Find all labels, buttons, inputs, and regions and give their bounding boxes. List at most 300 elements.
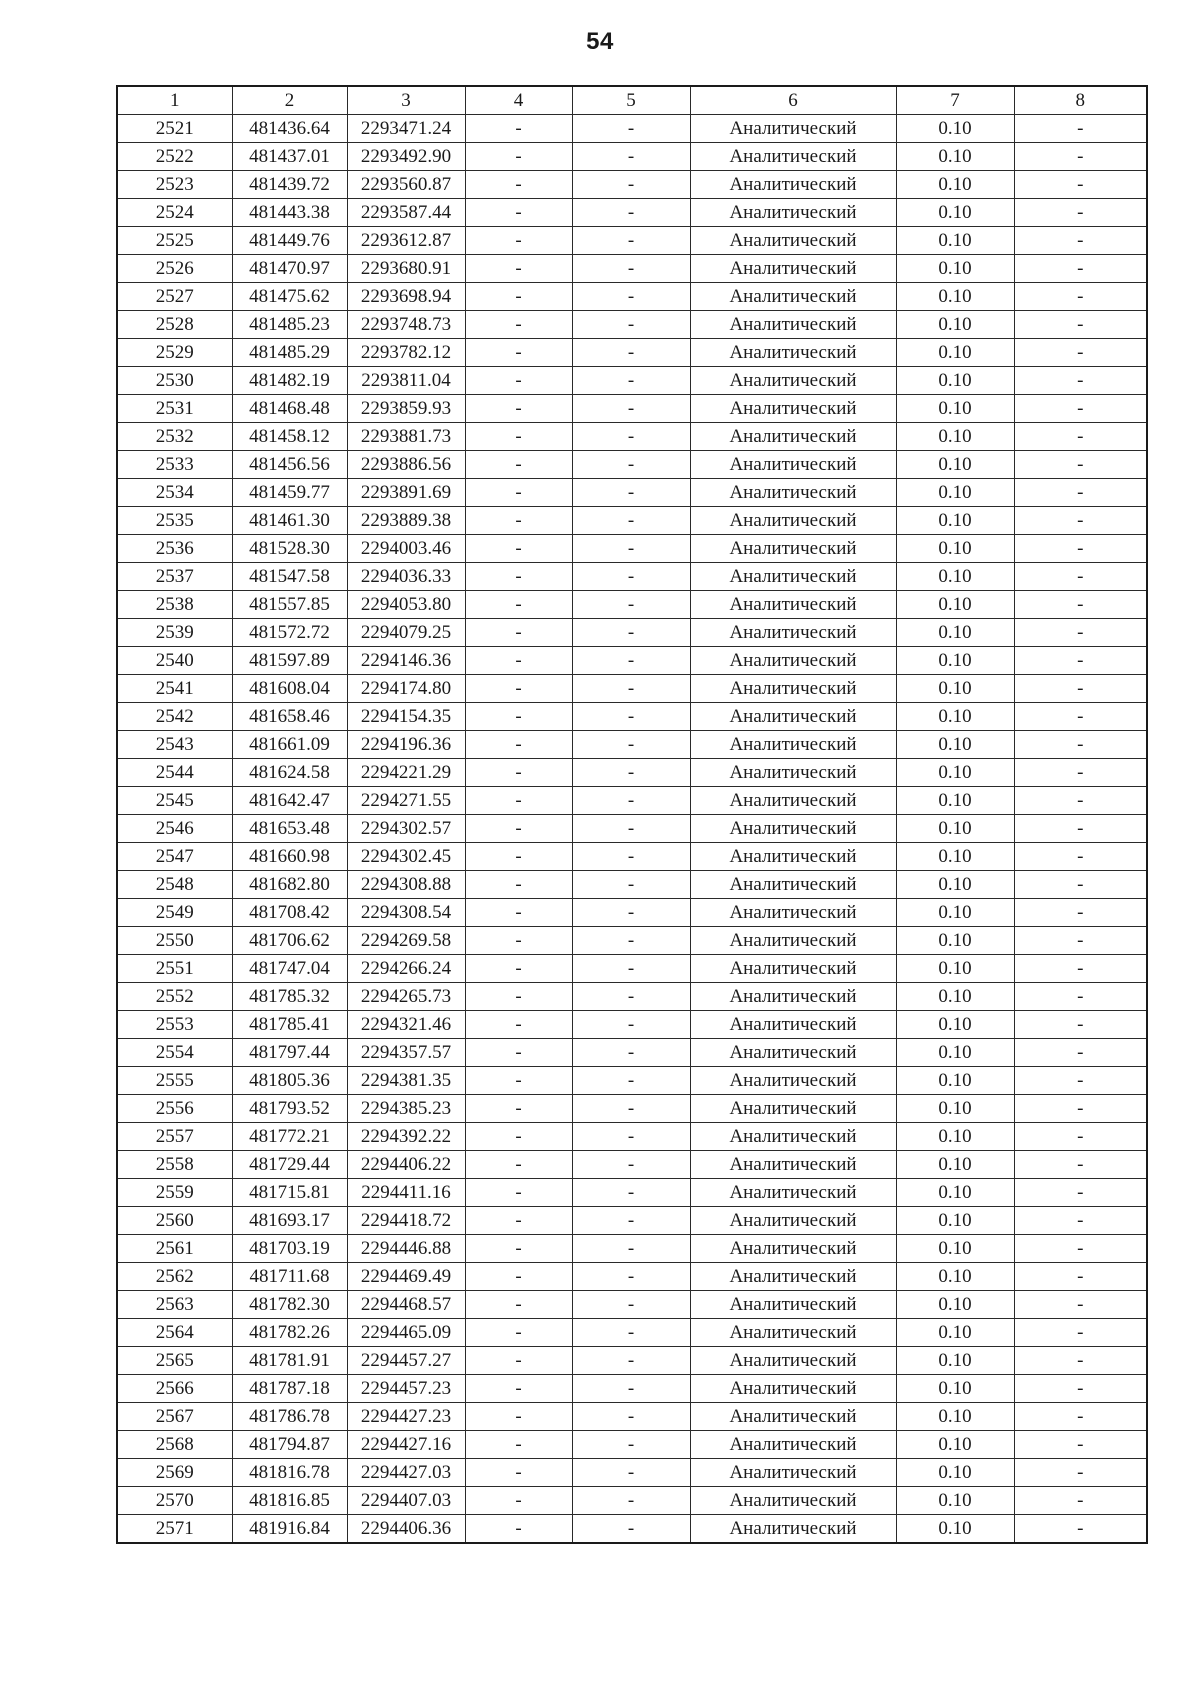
cell-col-4-value: - <box>465 1403 572 1431</box>
cell-col-5-value: - <box>572 927 690 955</box>
cell-col-5-value: - <box>572 899 690 927</box>
cell-col-5-value: - <box>572 983 690 1011</box>
cell-x-coordinate: 481572.72 <box>232 619 347 647</box>
cell-method: Аналитический <box>690 647 896 675</box>
cell-col-8-value: - <box>1014 255 1147 283</box>
cell-y-coordinate: 2294146.36 <box>347 647 465 675</box>
cell-row-number: 2550 <box>117 927 232 955</box>
cell-accuracy: 0.10 <box>896 955 1014 983</box>
cell-col-4-value: - <box>465 955 572 983</box>
cell-col-8-value: - <box>1014 1039 1147 1067</box>
cell-accuracy: 0.10 <box>896 199 1014 227</box>
cell-col-5-value: - <box>572 1011 690 1039</box>
cell-method: Аналитический <box>690 843 896 871</box>
cell-accuracy: 0.10 <box>896 395 1014 423</box>
table-row <box>117 731 1147 759</box>
cell-col-5-value: - <box>572 255 690 283</box>
cell-y-coordinate: 2293492.90 <box>347 143 465 171</box>
table-row <box>117 171 1147 199</box>
cell-x-coordinate: 481459.77 <box>232 479 347 507</box>
cell-y-coordinate: 2293471.24 <box>347 115 465 143</box>
cell-method: Аналитический <box>690 1291 896 1319</box>
table-row <box>117 591 1147 619</box>
cell-col-4-value: - <box>465 591 572 619</box>
cell-col-8-value: - <box>1014 1291 1147 1319</box>
cell-x-coordinate: 481816.85 <box>232 1487 347 1515</box>
table-row <box>117 1067 1147 1095</box>
table-row <box>117 759 1147 787</box>
cell-x-coordinate: 481557.85 <box>232 591 347 619</box>
cell-col-4-value: - <box>465 171 572 199</box>
cell-col-5-value: - <box>572 479 690 507</box>
cell-accuracy: 0.10 <box>896 1263 1014 1291</box>
cell-y-coordinate: 2294357.57 <box>347 1039 465 1067</box>
cell-col-5-value: - <box>572 535 690 563</box>
coordinates-table <box>116 85 1148 1544</box>
cell-row-number: 2567 <box>117 1403 232 1431</box>
cell-col-5-value: - <box>572 675 690 703</box>
cell-y-coordinate: 2293859.93 <box>347 395 465 423</box>
cell-method: Аналитический <box>690 1375 896 1403</box>
cell-method: Аналитический <box>690 227 896 255</box>
cell-x-coordinate: 481658.46 <box>232 703 347 731</box>
table-row <box>117 423 1147 451</box>
cell-col-8-value: - <box>1014 423 1147 451</box>
column-header-5: 5 <box>572 86 690 115</box>
cell-accuracy: 0.10 <box>896 1347 1014 1375</box>
cell-x-coordinate: 481547.58 <box>232 563 347 591</box>
cell-x-coordinate: 481785.41 <box>232 1011 347 1039</box>
cell-y-coordinate: 2294154.35 <box>347 703 465 731</box>
cell-col-4-value: - <box>465 1291 572 1319</box>
cell-col-4-value: - <box>465 1235 572 1263</box>
cell-x-coordinate: 481597.89 <box>232 647 347 675</box>
cell-row-number: 2545 <box>117 787 232 815</box>
cell-col-8-value: - <box>1014 1263 1147 1291</box>
cell-accuracy: 0.10 <box>896 871 1014 899</box>
cell-y-coordinate: 2293612.87 <box>347 227 465 255</box>
cell-col-8-value: - <box>1014 1431 1147 1459</box>
cell-col-5-value: - <box>572 1123 690 1151</box>
cell-col-8-value: - <box>1014 115 1147 143</box>
cell-row-number: 2562 <box>117 1263 232 1291</box>
cell-col-5-value: - <box>572 955 690 983</box>
cell-y-coordinate: 2294469.49 <box>347 1263 465 1291</box>
cell-col-8-value: - <box>1014 283 1147 311</box>
cell-col-4-value: - <box>465 143 572 171</box>
cell-col-5-value: - <box>572 843 690 871</box>
cell-method: Аналитический <box>690 759 896 787</box>
cell-col-8-value: - <box>1014 1011 1147 1039</box>
cell-y-coordinate: 2294457.23 <box>347 1375 465 1403</box>
cell-row-number: 2537 <box>117 563 232 591</box>
cell-col-8-value: - <box>1014 1459 1147 1487</box>
cell-row-number: 2564 <box>117 1319 232 1347</box>
cell-y-coordinate: 2294446.88 <box>347 1235 465 1263</box>
cell-method: Аналитический <box>690 871 896 899</box>
cell-col-8-value: - <box>1014 983 1147 1011</box>
cell-col-4-value: - <box>465 1263 572 1291</box>
cell-col-4-value: - <box>465 1151 572 1179</box>
cell-method: Аналитический <box>690 115 896 143</box>
table-body <box>117 115 1147 1544</box>
cell-col-5-value: - <box>572 199 690 227</box>
cell-method: Аналитический <box>690 1179 896 1207</box>
cell-col-8-value: - <box>1014 563 1147 591</box>
cell-row-number: 2566 <box>117 1375 232 1403</box>
cell-accuracy: 0.10 <box>896 255 1014 283</box>
cell-x-coordinate: 481693.17 <box>232 1207 347 1235</box>
cell-y-coordinate: 2294053.80 <box>347 591 465 619</box>
cell-accuracy: 0.10 <box>896 647 1014 675</box>
cell-method: Аналитический <box>690 1403 896 1431</box>
cell-col-4-value: - <box>465 1067 572 1095</box>
cell-accuracy: 0.10 <box>896 1123 1014 1151</box>
cell-col-5-value: - <box>572 563 690 591</box>
table-row <box>117 1347 1147 1375</box>
cell-col-5-value: - <box>572 1375 690 1403</box>
cell-method: Аналитический <box>690 1235 896 1263</box>
cell-x-coordinate: 481797.44 <box>232 1039 347 1067</box>
cell-row-number: 2527 <box>117 283 232 311</box>
cell-x-coordinate: 481436.64 <box>232 115 347 143</box>
cell-col-4-value: - <box>465 871 572 899</box>
cell-row-number: 2528 <box>117 311 232 339</box>
cell-col-8-value: - <box>1014 955 1147 983</box>
cell-col-8-value: - <box>1014 479 1147 507</box>
cell-col-5-value: - <box>572 171 690 199</box>
cell-row-number: 2565 <box>117 1347 232 1375</box>
cell-col-5-value: - <box>572 1515 690 1544</box>
cell-row-number: 2559 <box>117 1179 232 1207</box>
table-row <box>117 339 1147 367</box>
cell-col-8-value: - <box>1014 703 1147 731</box>
cell-row-number: 2522 <box>117 143 232 171</box>
cell-col-4-value: - <box>465 395 572 423</box>
cell-col-8-value: - <box>1014 1375 1147 1403</box>
cell-accuracy: 0.10 <box>896 1459 1014 1487</box>
cell-col-8-value: - <box>1014 507 1147 535</box>
table-row <box>117 703 1147 731</box>
cell-method: Аналитический <box>690 283 896 311</box>
cell-method: Аналитический <box>690 955 896 983</box>
cell-y-coordinate: 2293881.73 <box>347 423 465 451</box>
cell-col-4-value: - <box>465 675 572 703</box>
cell-col-4-value: - <box>465 787 572 815</box>
cell-row-number: 2540 <box>117 647 232 675</box>
cell-row-number: 2531 <box>117 395 232 423</box>
cell-method: Аналитический <box>690 703 896 731</box>
cell-y-coordinate: 2294381.35 <box>347 1067 465 1095</box>
cell-method: Аналитический <box>690 563 896 591</box>
cell-row-number: 2561 <box>117 1235 232 1263</box>
cell-x-coordinate: 481786.78 <box>232 1403 347 1431</box>
cell-col-8-value: - <box>1014 1123 1147 1151</box>
cell-method: Аналитический <box>690 899 896 927</box>
cell-method: Аналитический <box>690 1207 896 1235</box>
cell-col-4-value: - <box>465 199 572 227</box>
table-row <box>117 1515 1147 1544</box>
cell-col-5-value: - <box>572 227 690 255</box>
cell-col-5-value: - <box>572 1263 690 1291</box>
cell-accuracy: 0.10 <box>896 843 1014 871</box>
cell-col-5-value: - <box>572 591 690 619</box>
cell-col-8-value: - <box>1014 1151 1147 1179</box>
cell-accuracy: 0.10 <box>896 535 1014 563</box>
cell-x-coordinate: 481439.72 <box>232 171 347 199</box>
cell-col-4-value: - <box>465 423 572 451</box>
cell-col-8-value: - <box>1014 787 1147 815</box>
cell-accuracy: 0.10 <box>896 1403 1014 1431</box>
cell-x-coordinate: 481708.42 <box>232 899 347 927</box>
cell-col-8-value: - <box>1014 899 1147 927</box>
table-row <box>117 227 1147 255</box>
cell-x-coordinate: 481437.01 <box>232 143 347 171</box>
cell-row-number: 2529 <box>117 339 232 367</box>
cell-accuracy: 0.10 <box>896 143 1014 171</box>
cell-x-coordinate: 481747.04 <box>232 955 347 983</box>
cell-row-number: 2556 <box>117 1095 232 1123</box>
cell-col-8-value: - <box>1014 1207 1147 1235</box>
table-row <box>117 1263 1147 1291</box>
cell-col-8-value: - <box>1014 143 1147 171</box>
cell-row-number: 2526 <box>117 255 232 283</box>
cell-y-coordinate: 2294308.88 <box>347 871 465 899</box>
cell-y-coordinate: 2294427.16 <box>347 1431 465 1459</box>
cell-accuracy: 0.10 <box>896 451 1014 479</box>
table-row <box>117 115 1147 143</box>
cell-col-8-value: - <box>1014 815 1147 843</box>
cell-x-coordinate: 481458.12 <box>232 423 347 451</box>
cell-y-coordinate: 2294385.23 <box>347 1095 465 1123</box>
cell-row-number: 2569 <box>117 1459 232 1487</box>
cell-row-number: 2560 <box>117 1207 232 1235</box>
cell-accuracy: 0.10 <box>896 787 1014 815</box>
table-row <box>117 1207 1147 1235</box>
cell-col-8-value: - <box>1014 339 1147 367</box>
cell-method: Аналитический <box>690 395 896 423</box>
cell-y-coordinate: 2293748.73 <box>347 311 465 339</box>
cell-x-coordinate: 481715.81 <box>232 1179 347 1207</box>
cell-col-5-value: - <box>572 1095 690 1123</box>
cell-y-coordinate: 2294036.33 <box>347 563 465 591</box>
cell-col-5-value: - <box>572 1487 690 1515</box>
cell-col-4-value: - <box>465 507 572 535</box>
cell-accuracy: 0.10 <box>896 1487 1014 1515</box>
cell-x-coordinate: 481642.47 <box>232 787 347 815</box>
cell-col-4-value: - <box>465 1095 572 1123</box>
cell-col-5-value: - <box>572 1039 690 1067</box>
table-row <box>117 955 1147 983</box>
cell-col-5-value: - <box>572 367 690 395</box>
cell-row-number: 2535 <box>117 507 232 535</box>
cell-accuracy: 0.10 <box>896 1179 1014 1207</box>
cell-accuracy: 0.10 <box>896 1039 1014 1067</box>
cell-accuracy: 0.10 <box>896 507 1014 535</box>
cell-x-coordinate: 481608.04 <box>232 675 347 703</box>
cell-col-4-value: - <box>465 1123 572 1151</box>
cell-col-5-value: - <box>572 311 690 339</box>
cell-accuracy: 0.10 <box>896 1067 1014 1095</box>
table-row <box>117 1403 1147 1431</box>
cell-method: Аналитический <box>690 787 896 815</box>
cell-col-5-value: - <box>572 1207 690 1235</box>
cell-accuracy: 0.10 <box>896 423 1014 451</box>
cell-method: Аналитический <box>690 1431 896 1459</box>
cell-row-number: 2563 <box>117 1291 232 1319</box>
cell-col-8-value: - <box>1014 843 1147 871</box>
cell-col-4-value: - <box>465 815 572 843</box>
cell-x-coordinate: 481793.52 <box>232 1095 347 1123</box>
cell-accuracy: 0.10 <box>896 563 1014 591</box>
cell-x-coordinate: 481782.30 <box>232 1291 347 1319</box>
cell-col-4-value: - <box>465 255 572 283</box>
cell-x-coordinate: 481682.80 <box>232 871 347 899</box>
cell-y-coordinate: 2294196.36 <box>347 731 465 759</box>
cell-row-number: 2568 <box>117 1431 232 1459</box>
cell-accuracy: 0.10 <box>896 1291 1014 1319</box>
cell-method: Аналитический <box>690 1263 896 1291</box>
column-header-8: 8 <box>1014 86 1147 115</box>
cell-accuracy: 0.10 <box>896 1207 1014 1235</box>
cell-accuracy: 0.10 <box>896 171 1014 199</box>
table-row <box>117 1459 1147 1487</box>
table-row <box>117 1123 1147 1151</box>
cell-row-number: 2557 <box>117 1123 232 1151</box>
cell-y-coordinate: 2294221.29 <box>347 759 465 787</box>
cell-accuracy: 0.10 <box>896 1095 1014 1123</box>
cell-x-coordinate: 481782.26 <box>232 1319 347 1347</box>
cell-row-number: 2548 <box>117 871 232 899</box>
table-row <box>117 1291 1147 1319</box>
cell-method: Аналитический <box>690 171 896 199</box>
cell-x-coordinate: 481468.48 <box>232 395 347 423</box>
cell-col-5-value: - <box>572 451 690 479</box>
cell-x-coordinate: 481706.62 <box>232 927 347 955</box>
cell-col-4-value: - <box>465 1459 572 1487</box>
cell-col-8-value: - <box>1014 731 1147 759</box>
cell-y-coordinate: 2294174.80 <box>347 675 465 703</box>
cell-y-coordinate: 2294406.36 <box>347 1515 465 1544</box>
cell-x-coordinate: 481624.58 <box>232 759 347 787</box>
cell-col-4-value: - <box>465 451 572 479</box>
cell-row-number: 2551 <box>117 955 232 983</box>
cell-col-5-value: - <box>572 1347 690 1375</box>
cell-col-5-value: - <box>572 1291 690 1319</box>
cell-y-coordinate: 2294392.22 <box>347 1123 465 1151</box>
cell-col-5-value: - <box>572 1403 690 1431</box>
cell-accuracy: 0.10 <box>896 339 1014 367</box>
cell-accuracy: 0.10 <box>896 479 1014 507</box>
cell-row-number: 2552 <box>117 983 232 1011</box>
cell-y-coordinate: 2293886.56 <box>347 451 465 479</box>
cell-col-8-value: - <box>1014 1235 1147 1263</box>
table-row <box>117 479 1147 507</box>
cell-y-coordinate: 2294003.46 <box>347 535 465 563</box>
cell-accuracy: 0.10 <box>896 311 1014 339</box>
cell-accuracy: 0.10 <box>896 283 1014 311</box>
table-row <box>117 647 1147 675</box>
cell-method: Аналитический <box>690 1319 896 1347</box>
cell-col-4-value: - <box>465 563 572 591</box>
cell-x-coordinate: 481528.30 <box>232 535 347 563</box>
cell-y-coordinate: 2294271.55 <box>347 787 465 815</box>
table-row <box>117 899 1147 927</box>
cell-col-4-value: - <box>465 479 572 507</box>
cell-accuracy: 0.10 <box>896 927 1014 955</box>
cell-method: Аналитический <box>690 1459 896 1487</box>
cell-col-5-value: - <box>572 1067 690 1095</box>
cell-col-5-value: - <box>572 339 690 367</box>
cell-y-coordinate: 2293782.12 <box>347 339 465 367</box>
cell-col-4-value: - <box>465 983 572 1011</box>
column-header-6: 6 <box>690 86 896 115</box>
table-row <box>117 143 1147 171</box>
cell-method: Аналитический <box>690 507 896 535</box>
cell-y-coordinate: 2294265.73 <box>347 983 465 1011</box>
cell-x-coordinate: 481711.68 <box>232 1263 347 1291</box>
table-row <box>117 507 1147 535</box>
column-header-1: 1 <box>117 86 232 115</box>
cell-col-8-value: - <box>1014 591 1147 619</box>
cell-method: Аналитический <box>690 1515 896 1544</box>
cell-method: Аналитический <box>690 535 896 563</box>
cell-method: Аналитический <box>690 1039 896 1067</box>
cell-accuracy: 0.10 <box>896 1375 1014 1403</box>
cell-y-coordinate: 2294418.72 <box>347 1207 465 1235</box>
cell-x-coordinate: 481729.44 <box>232 1151 347 1179</box>
cell-method: Аналитический <box>690 1011 896 1039</box>
cell-col-5-value: - <box>572 1151 690 1179</box>
cell-col-8-value: - <box>1014 535 1147 563</box>
cell-col-4-value: - <box>465 899 572 927</box>
cell-col-4-value: - <box>465 843 572 871</box>
cell-col-5-value: - <box>572 815 690 843</box>
cell-y-coordinate: 2294427.23 <box>347 1403 465 1431</box>
cell-method: Аналитический <box>690 983 896 1011</box>
cell-x-coordinate: 481785.32 <box>232 983 347 1011</box>
cell-method: Аналитический <box>690 675 896 703</box>
cell-col-8-value: - <box>1014 1067 1147 1095</box>
table-row <box>117 983 1147 1011</box>
cell-col-5-value: - <box>572 703 690 731</box>
table-row <box>117 1431 1147 1459</box>
cell-x-coordinate: 481781.91 <box>232 1347 347 1375</box>
column-header-2: 2 <box>232 86 347 115</box>
cell-row-number: 2539 <box>117 619 232 647</box>
cell-accuracy: 0.10 <box>896 983 1014 1011</box>
cell-y-coordinate: 2294302.45 <box>347 843 465 871</box>
table-row <box>117 1235 1147 1263</box>
table-row <box>117 927 1147 955</box>
cell-col-8-value: - <box>1014 927 1147 955</box>
cell-y-coordinate: 2294302.57 <box>347 815 465 843</box>
table-row <box>117 535 1147 563</box>
cell-accuracy: 0.10 <box>896 731 1014 759</box>
cell-method: Аналитический <box>690 1095 896 1123</box>
cell-accuracy: 0.10 <box>896 115 1014 143</box>
cell-method: Аналитический <box>690 311 896 339</box>
cell-accuracy: 0.10 <box>896 1151 1014 1179</box>
table-row <box>117 1319 1147 1347</box>
cell-col-4-value: - <box>465 647 572 675</box>
table-row <box>117 1095 1147 1123</box>
table-row <box>117 563 1147 591</box>
cell-accuracy: 0.10 <box>896 619 1014 647</box>
cell-col-5-value: - <box>572 1459 690 1487</box>
cell-x-coordinate: 481653.48 <box>232 815 347 843</box>
cell-y-coordinate: 2294269.58 <box>347 927 465 955</box>
